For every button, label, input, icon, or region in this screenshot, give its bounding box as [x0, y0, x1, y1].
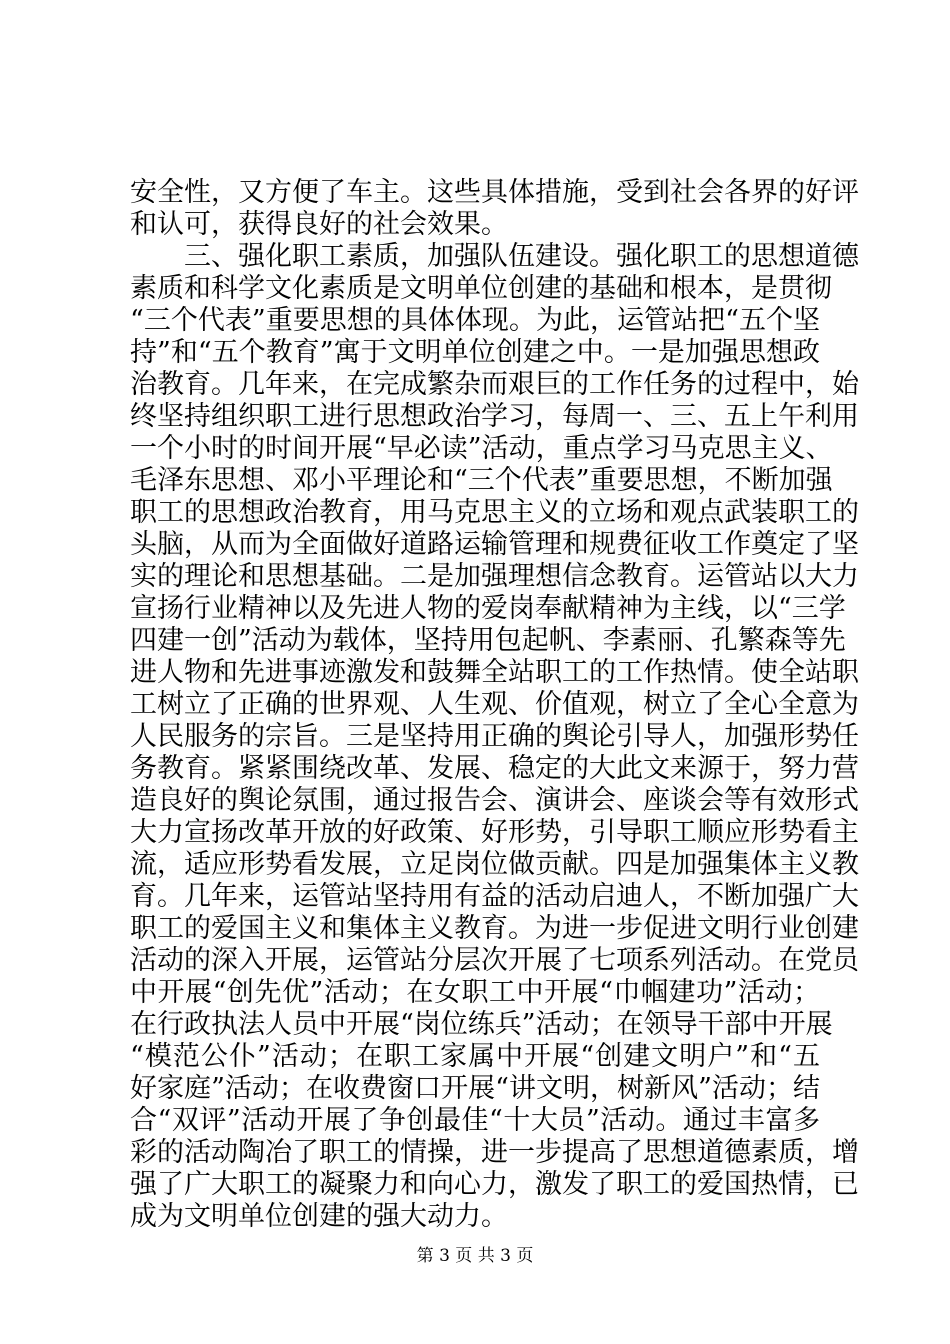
text-line: 务教育。紧紧围绕改革、发展、稳定的大此文来源于，努力营 [130, 753, 859, 784]
text-line: 强了广大职工的凝聚力和向心力，激发了职工的爱国热情，已 [130, 1169, 859, 1200]
text-line: 在行政执法人员中开展“岗位练兵”活动；在领导干部中开展 [130, 1009, 833, 1040]
text-line: 育。几年来，运管站坚持用有益的活动启迪人，不断加强广大 [130, 881, 859, 912]
text-line: 和认可，获得良好的社会效果。 [130, 209, 508, 240]
text-line: 安全性，又方便了车主。这些具体措施，受到社会各界的好评 [130, 177, 859, 208]
text-line: 中开展“创先优”活动；在女职工中开展“巾帼建功”活动； [130, 977, 820, 1008]
text-line: 进人物和先进事迹激发和鼓舞全站职工的工作热情。使全站职 [130, 657, 859, 688]
text-line: 合“双评”活动开展了争创最佳“十大员”活动。通过丰富多 [130, 1105, 820, 1136]
text-line: 毛泽东思想、邓小平理论和“三个代表”重要思想，不断加强 [130, 465, 833, 496]
text-line: 持”和“五个教育”寓于文明单位创建之中。一是加强思想政 [130, 337, 820, 368]
text-line: 流，适应形势看发展，立足岗位做贡献。四是加强集体主义教 [130, 849, 859, 880]
text-line: 实的理论和思想基础。二是加强理想信念教育。运管站以大力 [130, 561, 859, 592]
text-line: 终坚持组织职工进行思想政治学习，每周一、三、五上午利用 [130, 401, 859, 432]
text-line: 职工的思想政治教育，用马克思主义的立场和观点武装职工的 [130, 497, 859, 528]
text-line: 工树立了正确的世界观、人生观、价值观，树立了全心全意为 [130, 689, 859, 720]
text-line: 彩的活动陶冶了职工的情操，进一步提高了思想道德素质，增 [130, 1137, 859, 1168]
text-line: “模范公仆”活动；在职工家属中开展“创建文明户”和“五 [130, 1041, 820, 1072]
text-line: 活动的深入开展，运管站分层次开展了七项系列活动。在党员 [130, 945, 859, 976]
text-line: 宣扬行业精神以及先进人物的爱岗奉献精神为主线，以“三学 [130, 593, 846, 624]
text-line: 四建一创”活动为载体，坚持用包起帆、李素丽、孔繁森等先 [130, 625, 846, 656]
text-line: 成为文明单位创建的强大动力。 [130, 1201, 508, 1232]
text-line: 人民服务的宗旨。三是坚持用正确的舆论引导人，加强形势任 [130, 721, 859, 752]
text-line: 素质和科学文化素质是文明单位创建的基础和根本，是贯彻 [130, 273, 832, 304]
text-line: 头脑，从而为全面做好道路运输管理和规费征收工作奠定了坚 [130, 529, 859, 560]
text-line: 职工的爱国主义和集体主义教育。为进一步促进文明行业创建 [130, 913, 859, 944]
text-line: 治教育。几年来，在完成繁杂而艰巨的工作任务的过程中，始 [130, 369, 859, 400]
page-footer: 第 3 页 共 3 页 [416, 1246, 534, 1266]
text-line: 一个小时的时间开展“早必读”活动，重点学习马克思主义、 [130, 433, 833, 464]
text-line: 造良好的舆论氛围，通过报告会、演讲会、座谈会等有效形式 [130, 785, 859, 816]
text-line: 大力宣扬改革开放的好政策、好形势，引导职工顺应形势看主 [130, 817, 859, 848]
paragraph-start-line: 三、强化职工素质，加强队伍建设。强化职工的思想道德 [184, 241, 859, 272]
text-line: 好家庭”活动；在收费窗口开展“讲文明，树新风”活动；结 [130, 1073, 820, 1104]
text-line: “三个代表”重要思想的具体体现。为此，运管站把“五个坚 [130, 305, 820, 336]
